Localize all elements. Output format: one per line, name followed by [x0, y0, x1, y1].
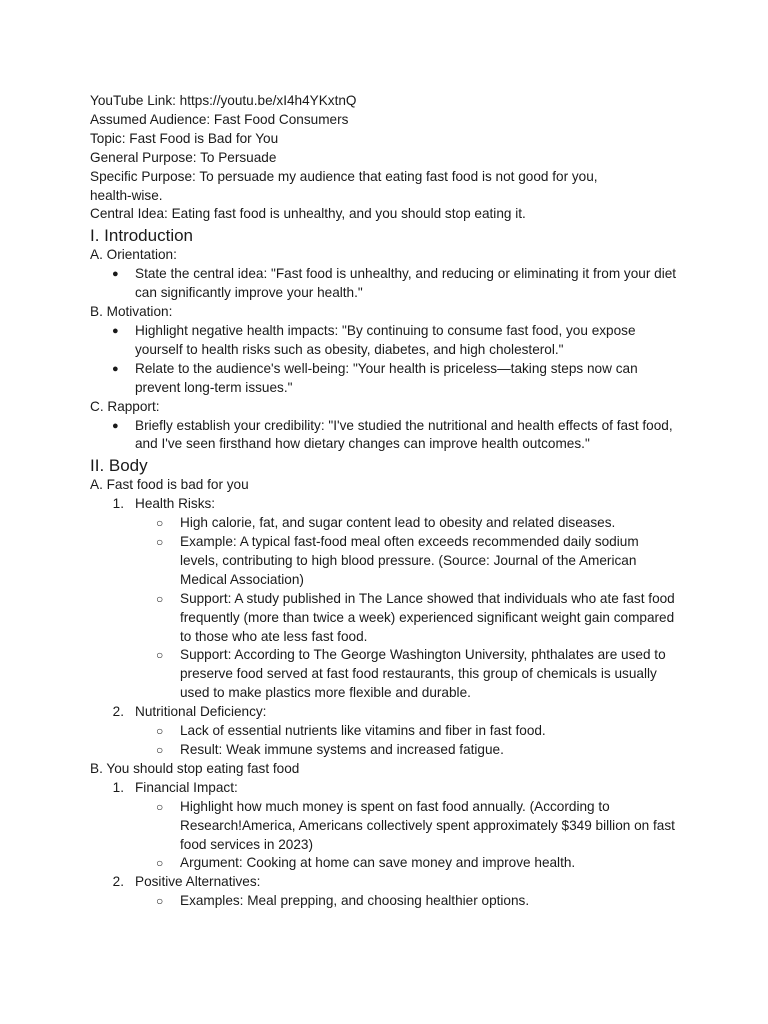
list-item: [90, 417, 680, 455]
bullet-disc-icon: ●: [112, 419, 119, 432]
list-item-text: Result: Weak immune systems and increased fatigue.: [180, 742, 504, 757]
item-number: 2.: [112, 704, 124, 720]
bullet-disc-icon: ●: [112, 324, 119, 337]
bullet-circle-icon: ○: [156, 516, 164, 531]
orientation-label: A. Orientation:: [90, 247, 177, 263]
section-b-label: B. You should stop eating fast food: [90, 760, 300, 776]
item-number: 2.: [112, 874, 124, 890]
document-page: [90, 92, 680, 911]
bullet-disc-icon: ●: [112, 268, 119, 281]
list-item-text: Relate to the audience's well-being: "Your health is priceless—taking steps now can prevent long-term issues.": [135, 360, 638, 395]
item-number: 1.: [112, 779, 124, 795]
youtube-link[interactable]: YouTube Link: https://youtu.be/xI4h4YKxtnQ: [90, 93, 357, 108]
numbered-item-label: Positive Alternatives:: [135, 874, 261, 890]
general-purpose: General Purpose: To Persuade: [90, 149, 277, 165]
assumed-audience: Assumed Audience: Fast Food Consumers: [90, 111, 349, 127]
list-item-text: Briefly establish your credibility: "I've studied the nutritional and health effects of fast food, and I've seen firsthand how dietary changes can improve health outcomes.": [135, 417, 673, 452]
bullet-circle-icon: ○: [156, 856, 164, 871]
list-item: [90, 741, 680, 760]
numbered-item: [90, 779, 680, 798]
specific-purpose-line-2: health-wise.: [90, 187, 163, 203]
list-item: [90, 514, 680, 533]
list-item-text: Examples: Meal prepping, and choosing healthier options.: [180, 893, 530, 909]
topic: Topic: Fast Food is Bad for You: [90, 130, 279, 146]
specific-purpose-line-1: Specific Purpose: To persuade my audience that eating fast food is not good for you,: [90, 168, 598, 184]
list-item: [90, 533, 680, 590]
introduction-heading: I. Introduction: [90, 226, 194, 246]
motivation-label: B. Motivation:: [90, 304, 173, 320]
bullet-circle-icon: ○: [156, 743, 164, 757]
bullet-circle-icon: ○: [156, 648, 164, 663]
list-item: [90, 590, 680, 647]
list-item-text: Support: According to The George Washington University, phthalates are used to preserve food served at fast food restaurants, this group of chemicals is usually used to make plastics more flexible and durable.: [180, 647, 666, 701]
section-a-label: A. Fast food is bad for you: [90, 477, 249, 493]
list-item: [90, 892, 680, 911]
body-heading: II. Body: [90, 456, 148, 476]
list-item-text: Highlight negative health impacts: "By continuing to consume fast food, you expose yourself to health risks such as obesity, diabetes, and high cholesterol.": [135, 322, 636, 357]
rapport-label: C. Rapport:: [90, 398, 160, 414]
list-item: [90, 646, 680, 703]
list-item-text: High calorie, fat, and sugar content lead to obesity and related diseases.: [180, 515, 616, 531]
list-item-text: Argument: Cooking at home can save money and improve health.: [180, 855, 576, 871]
list-item-text: State the central idea: "Fast food is unhealthy, and reducing or eliminating it from your diet can significantly improve your health.": [135, 266, 677, 301]
bullet-circle-icon: ○: [156, 591, 164, 606]
numbered-item-label: Financial Impact:: [135, 779, 238, 795]
list-item: [90, 322, 680, 360]
item-number: 1.: [112, 496, 124, 512]
numbered-item: [90, 495, 680, 514]
bullet-disc-icon: ●: [112, 362, 119, 375]
bullet-circle-icon: ○: [156, 799, 164, 814]
list-item-text: Support: A study published in The Lance showed that individuals who ate fast food frequently (more than twice a week) experienced significant weight gain compared to those who ate less fast food.: [180, 590, 675, 644]
list-item: [90, 854, 680, 873]
list-item: [90, 265, 680, 303]
bullet-circle-icon: ○: [156, 724, 164, 739]
numbered-item: [90, 703, 680, 722]
list-item-text: Highlight how much money is spent on fast food annually. (According to Research!America, Americans collectively spent approximately $349 billion on fast food services in 2023): [180, 798, 675, 852]
numbered-item-label: Nutritional Deficiency:: [135, 704, 267, 720]
numbered-item-label: Health Risks:: [135, 496, 216, 512]
list-item: [90, 722, 680, 741]
list-item-text: Example: A typical fast-food meal often exceeds recommended daily sodium levels, contributing to high blood pressure. (Source: Journal of the American Medical Association): [180, 534, 639, 587]
numbered-item: [90, 873, 680, 892]
bullet-circle-icon: ○: [156, 894, 164, 909]
list-item: [90, 798, 680, 855]
list-item-text: Lack of essential nutrients like vitamins and fiber in fast food.: [180, 723, 546, 739]
list-item: [90, 360, 680, 398]
bullet-circle-icon: ○: [156, 535, 164, 550]
central-idea: Central Idea: Eating fast food is unhealthy, and you should stop eating it.: [90, 206, 526, 222]
